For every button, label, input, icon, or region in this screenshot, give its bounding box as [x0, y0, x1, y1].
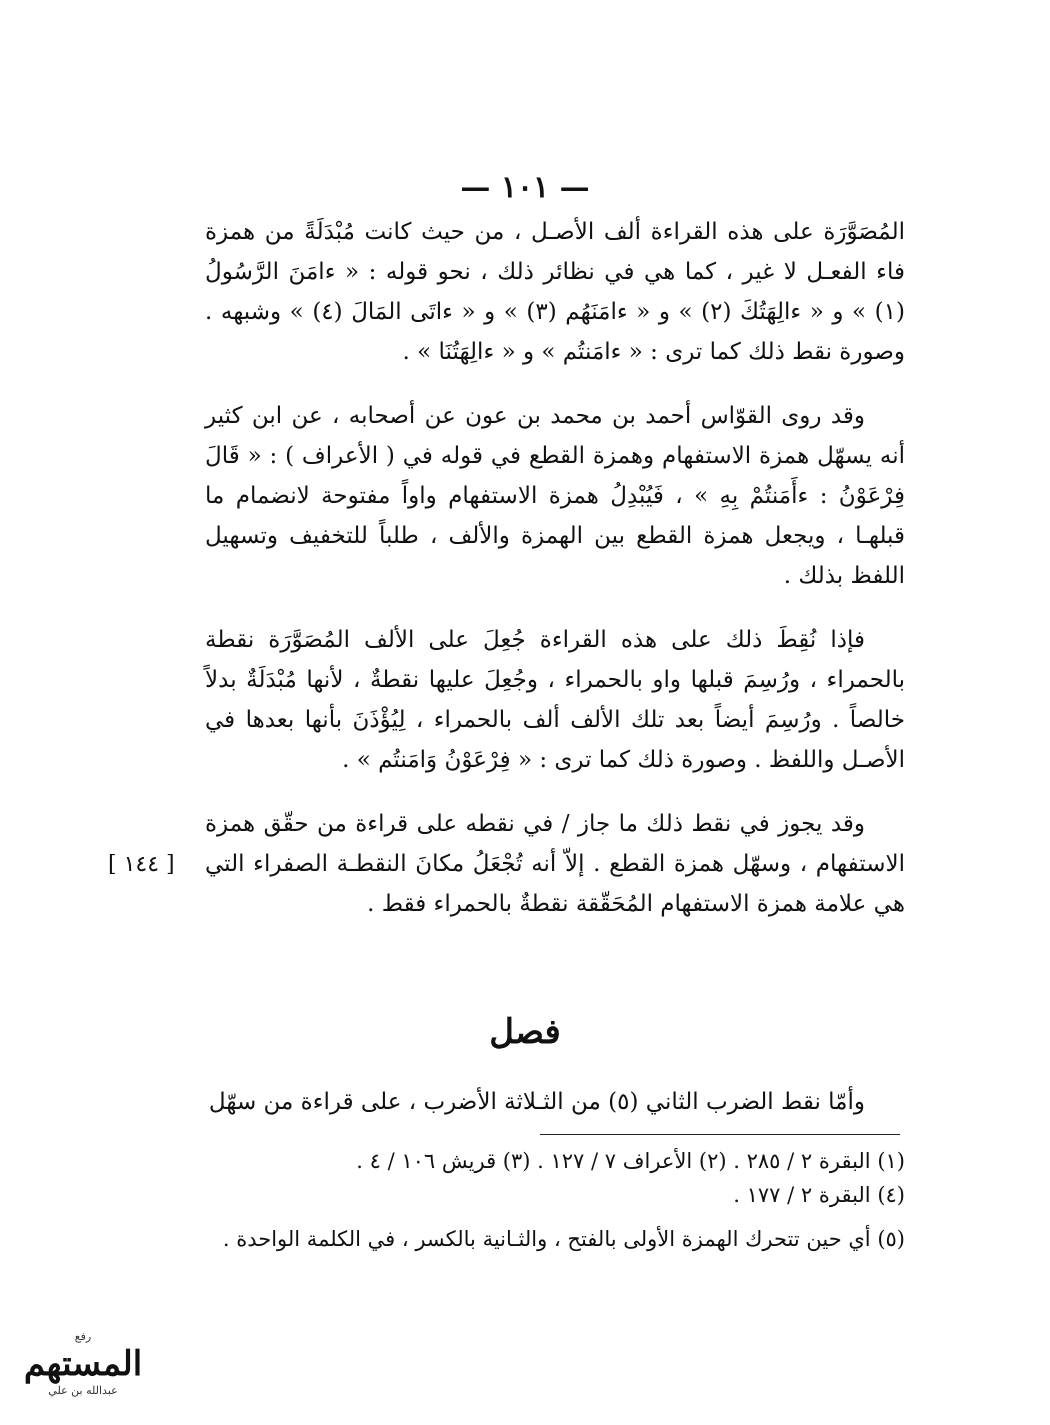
paragraph-3: فإذا نُقِطَ ذلك على هذه القراءة جُعِلَ على الألف المُصَوَّرَة نقطة بالحمراء ، ورُسِمَ قبلها واو بالحمراء ، وجُعِلَ عليها نقطةٌ ، لأنها مُبْدَلَةٌ بدلاً خالصاً . ورُسِمَ أيضاً بعد تلك الألف ألف بالحمراء ، لِيُؤْذَنَ بأنها بعدها في الأصـل واللفظ . وصورة ذلك كما ترى : « فِرْعَوْنُ وَامَنتُم » . — [205, 627, 905, 773]
section-paragraph: وأمّا نقط الضرب الثاني (٥) من الثـلاثة الأضرب ، على قراءة من سهّل — [208, 1089, 865, 1115]
footnote-divider — [540, 1134, 900, 1135]
page-number: — ١٠١ — — [460, 170, 590, 205]
stamp-subtext: عبدالله بن علي — [48, 1384, 118, 1397]
manuscript-folio-note: [ ١٤٤ ] — [108, 852, 175, 877]
section-heading: فصل — [489, 1012, 561, 1052]
footnote-line-3: (٥) أي حين تتحرك الهمزة الأولى بالفتح ، والثـانية بالكسر ، في الكلمة الواحدة . — [222, 1227, 905, 1251]
paragraph-1: المُصَوَّرَة على هذه القراءة ألف الأصـل ، من حيث كانت مُبْدَلَةً من همزة فاء الفعـل لا غير ، كما هي في نظائر ذلك ، نحو قوله : « ءامَنَ الرَّسُولُ (١) » و « ءالِهَتُكَ (٢) » و « ءامَنَهُم (٣) » و « ءاتَى المَالَ (٤) » وشبهه . وصورة نقط ذلك كما ترى : « ءامَنتُم » و « ءالِهَتُنَا » . — [205, 219, 905, 365]
library-stamp-logo — [8, 1318, 158, 1410]
stamp-prefix: رفع — [74, 1330, 92, 1343]
paragraph-4: وقد يجوز في نقط ذلك ما جاز / في نقطه على قراءة من حقّق همزة الاستفهام ، وسهّل همزة القطع . إلاّ أنه تُجْعَلُ مكانَ النقطـة الصفراء التي هي علامة همزة الاستفهام المُحَقّقة نقطةٌ بالحمراء فقط . — [205, 811, 905, 917]
stamp-main-text: المستهم — [23, 1344, 143, 1384]
footnote-line-2: (٤) البقرة ٢ / ١٧٧ . — [733, 1183, 905, 1207]
footnotes — [205, 1144, 905, 1256]
footnote-line-1: (١) البقرة ٢ / ٢٨٥ . (٢) الأعراف ٧ / ١٢٧ . (٣) قريش ١٠٦ / ٤ . — [356, 1149, 905, 1173]
paragraph-2: وقد روى القوّاس أحمد بن محمد بن عون عن أصحابه ، عن ابن كثير أنه يسهّل همزة الاستفهام وهمزة القطع في قوله في ( الأعراف ) : « قَالَ فِرْعَوْنُ : ءأَمَنتُمْ بِهِ » ، فَيُبْدِلُ همزة الاستفهام واواً مفتوحة لانضمام ما قبلهـا ، ويجعل همزة القطع بين الهمزة والألف ، طلباً للتخفيف وتسهيل اللفظ بذلك . — [205, 403, 905, 589]
main-text — [205, 212, 905, 948]
